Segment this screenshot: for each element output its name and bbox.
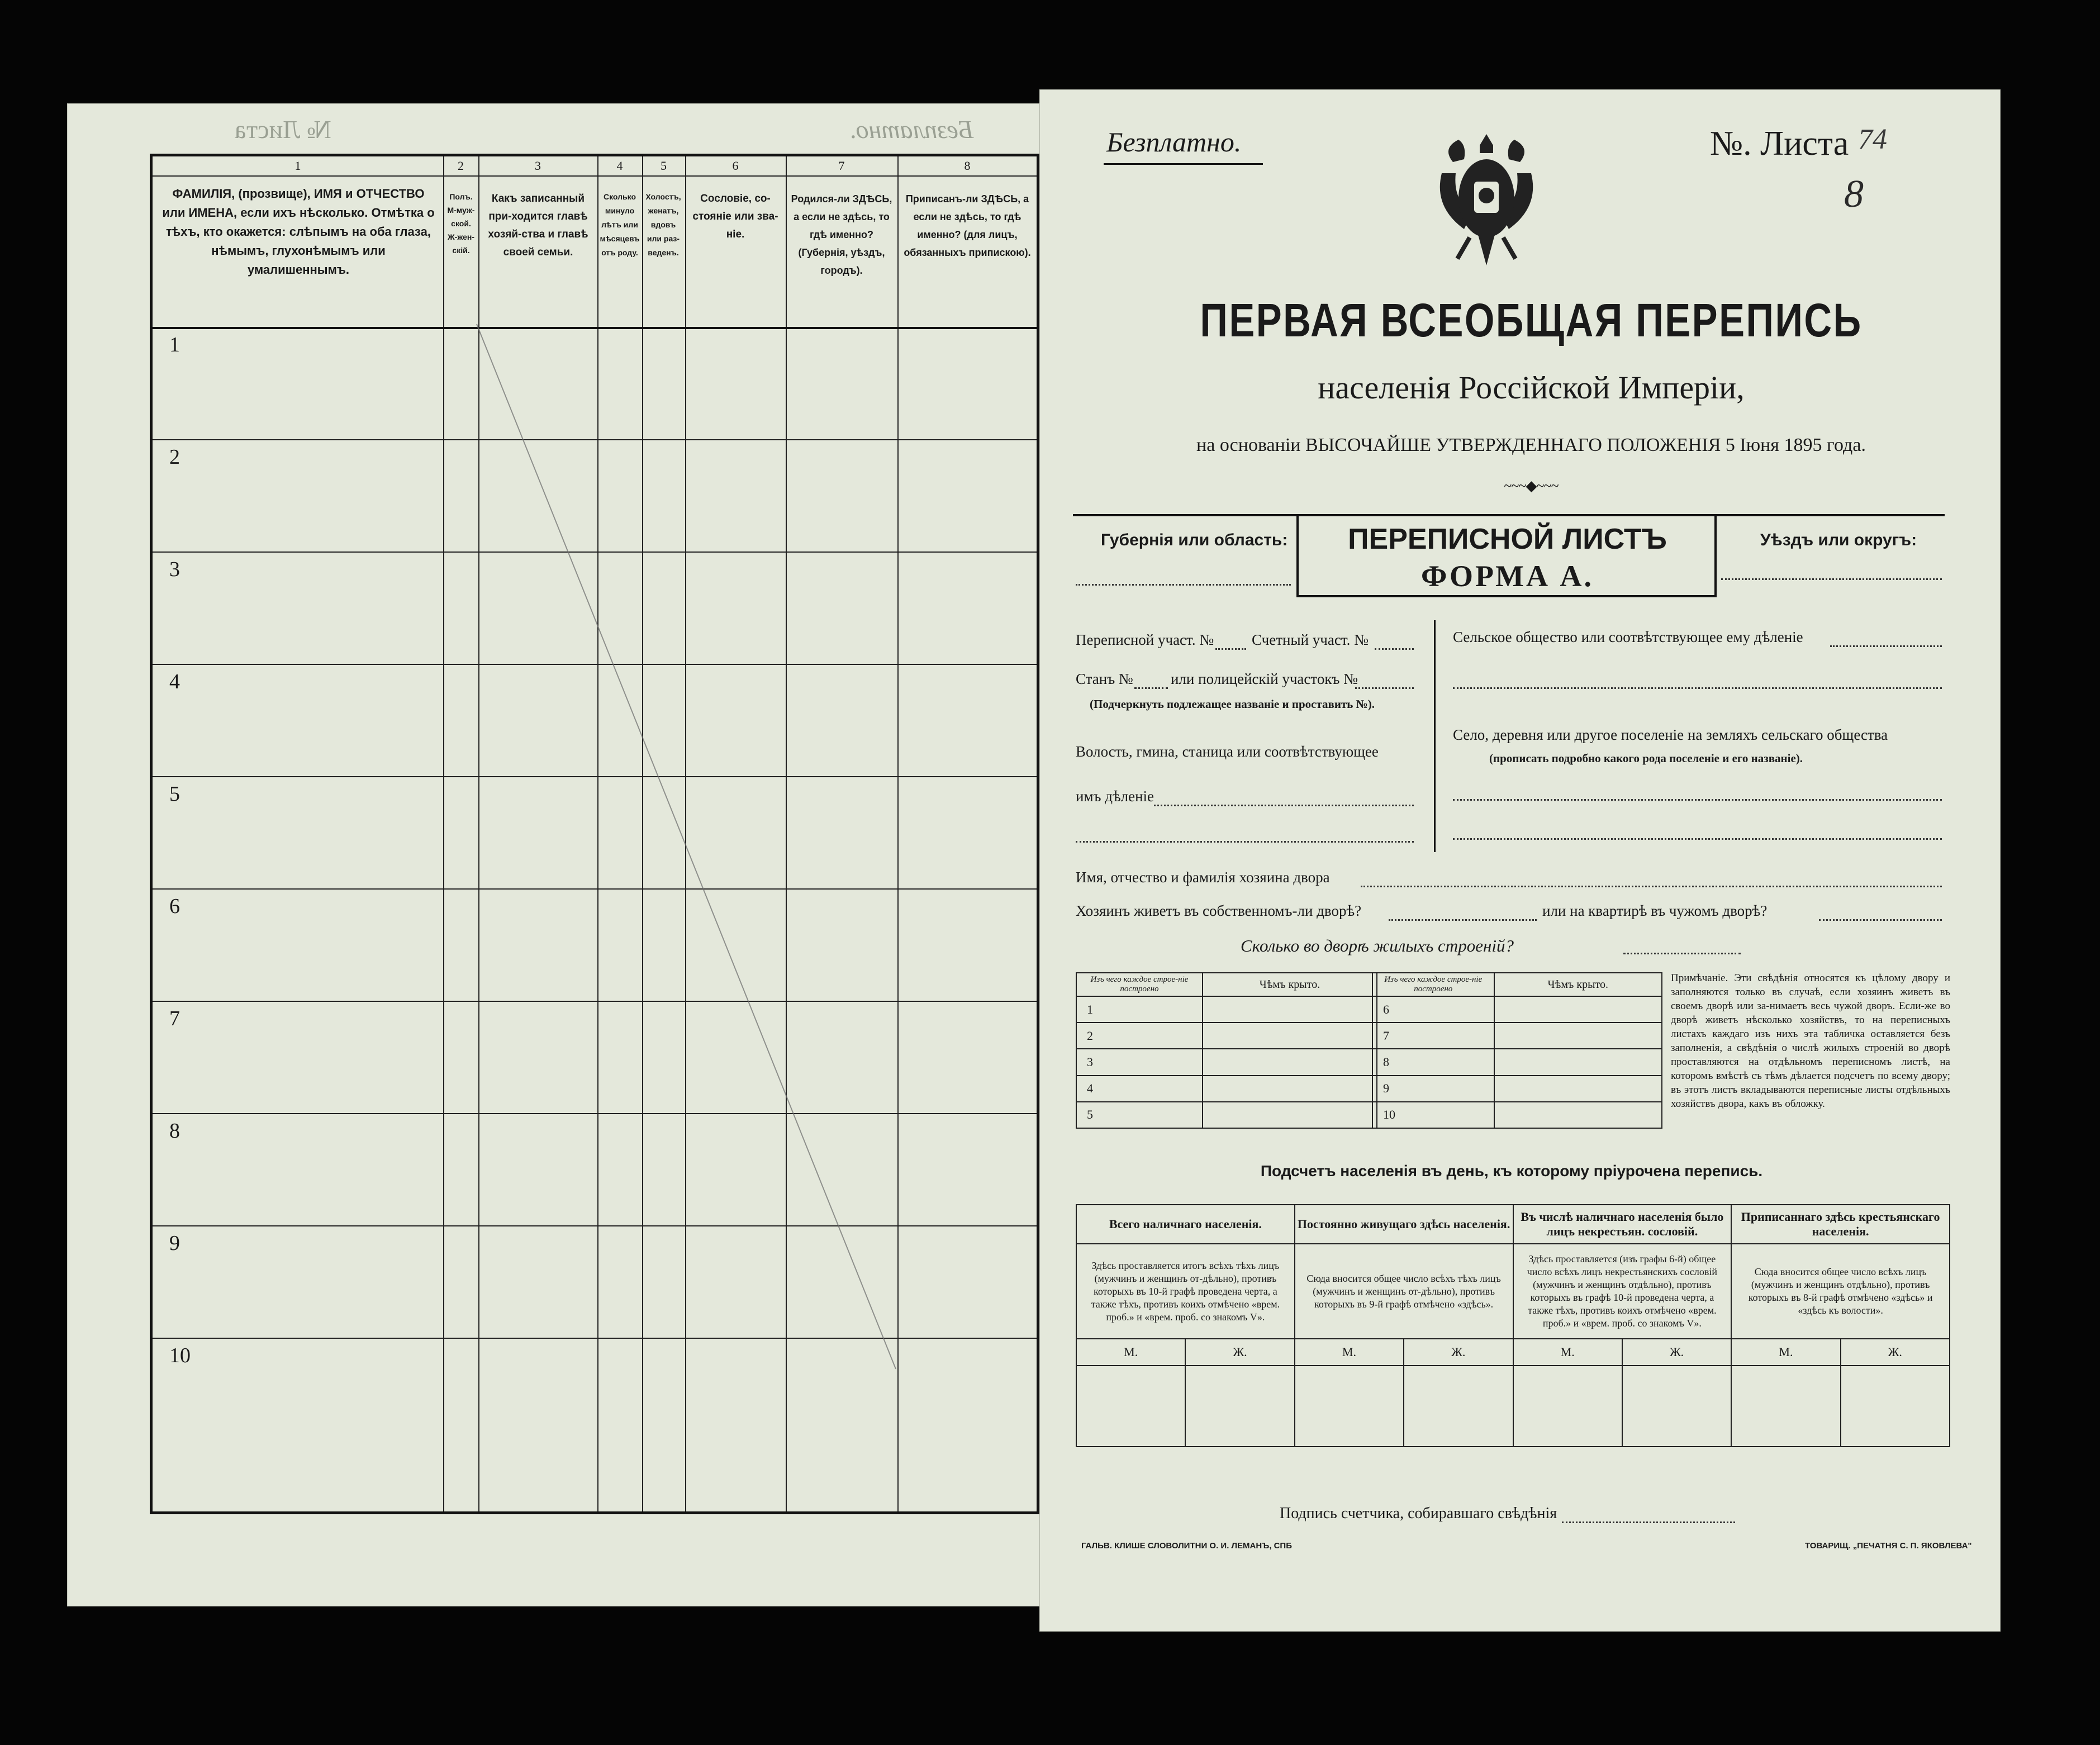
bt-row-num: 5: [1076, 1102, 1203, 1128]
bt-cell[interactable]: [1203, 1023, 1377, 1049]
signature-label: Подпись счетчика, собиравшаго свѣдѣнія: [1280, 1505, 1557, 1522]
free-underline: [1104, 163, 1263, 165]
village-note: (прописать подробно какого рода поселеніе и его названіе).: [1489, 752, 1803, 765]
bleed-free-text: Безплатно.: [849, 115, 974, 144]
form-subtitle: населенія Россійской Имперіи,: [1318, 369, 1745, 406]
header-block-bottom: [1296, 595, 1717, 597]
owner-name-field[interactable]: [1361, 886, 1942, 887]
column-number: 7: [838, 159, 845, 173]
owner-rent-label: или на квартирѣ въ чужомъ дворѣ?: [1542, 902, 1768, 919]
column-number: 1: [294, 159, 301, 173]
owner-rent-field[interactable]: [1819, 919, 1942, 921]
stan-field[interactable]: [1134, 687, 1168, 689]
area-divider: [1434, 620, 1436, 852]
count-col-present-body: Здѣсь проставляется итогъ всѣхъ тѣхъ лицъ (мужчинъ и женщинъ от-дѣльно), противъ которыхъ въ 10-й графѣ проведена черта, а также тѣхъ, противъ коихъ отмѣчено «врем. проб.» и «врем. проб. со знакомъ V».: [1076, 1244, 1295, 1339]
row-number: 5: [169, 782, 180, 806]
ornament-divider: ~~~◆~~~: [1504, 478, 1559, 494]
volost-field[interactable]: [1154, 805, 1414, 806]
police-field[interactable]: [1355, 687, 1414, 689]
row-number: 4: [169, 670, 180, 693]
bt-cell[interactable]: [1494, 1049, 1662, 1075]
row-number: 8: [169, 1119, 180, 1143]
column-header-age: Сколько минуло лѣтъ или мѣсяцевъ отъ роду.: [600, 192, 640, 257]
count-cell[interactable]: [1295, 1366, 1404, 1447]
uezd-label: Уѣздъ или округъ:: [1760, 531, 1917, 549]
header-block-divider: [1714, 514, 1717, 595]
count-col-present-head: Всего наличнаго населенія.: [1076, 1205, 1295, 1244]
owner-lives-field[interactable]: [1389, 919, 1537, 921]
column-header-relation: Какъ записанный при-ходится главѣ хозяй-ства и главѣ своей семьи.: [488, 193, 588, 258]
bt-row-num: 4: [1076, 1076, 1203, 1102]
free-label: Безплатно.: [1106, 126, 1242, 158]
count-cell[interactable]: [1841, 1366, 1950, 1447]
bt-cell[interactable]: [1203, 996, 1377, 1023]
bt-row-num: 6: [1372, 996, 1494, 1023]
bt-row-num: 7: [1372, 1023, 1494, 1049]
bt-header-roof: Чѣмъ крыто.: [1494, 973, 1662, 996]
female-header: Ж.: [1185, 1339, 1294, 1366]
bt-header-roof: Чѣмъ крыто.: [1203, 973, 1377, 996]
bt-row-num: 1: [1076, 996, 1203, 1023]
column-header-estate: Сословіе, со-стояніе или зва-ніе.: [692, 193, 778, 240]
row-number: 1: [169, 333, 180, 356]
male-header: М.: [1731, 1339, 1840, 1366]
female-header: Ж.: [1622, 1339, 1731, 1366]
count-cell[interactable]: [1731, 1366, 1840, 1447]
column-header-name: ФАМИЛІЯ, (прозвище), ИМЯ и ОТЧЕСТВО или ИМЕНА, если ихъ нѣсколько. Отмѣтка о тѣхъ, кто окажется: слѣпымъ на оба глаза, нѣмымъ, глухонѣмымъ или умалишеннымъ.: [162, 187, 435, 277]
owner-name-label: Имя, отчество и фамилія хозяина двора: [1076, 869, 1330, 886]
count-area-label: Счетный участ. №: [1252, 631, 1369, 648]
population-count-title: Подсчетъ населенія въ день, къ которому пріурочена перепись.: [1260, 1162, 1763, 1180]
buildings-table-left: [1076, 972, 1377, 1129]
column-number: 4: [616, 159, 623, 173]
buildings-question: Сколько во дворѣ жилыхъ строеній?: [1241, 936, 1514, 955]
header-block-top: [1073, 514, 1945, 516]
count-cell[interactable]: [1404, 1366, 1513, 1447]
society-field-2[interactable]: [1453, 687, 1942, 689]
row-number: 7: [169, 1007, 180, 1030]
column-header-marital: Холостъ, женатъ, вдовъ или раз-веденъ.: [645, 192, 681, 257]
bt-row-num: 10: [1372, 1102, 1494, 1128]
bt-cell[interactable]: [1494, 1102, 1662, 1128]
column-header-birthplace: Родился-ли ЗДѢСЬ, а если не здѣсь, то гдѣ именно? (Губернія, уѣздъ, городъ).: [791, 193, 892, 276]
count-area-field[interactable]: [1375, 648, 1414, 650]
buildings-field[interactable]: [1623, 953, 1741, 954]
count-col-resident-head: Постоянно живущаго здѣсь населенія.: [1295, 1205, 1513, 1244]
row-number: 6: [169, 895, 180, 918]
count-cell[interactable]: [1185, 1366, 1294, 1447]
sheet-number-handwritten: 8: [1844, 173, 1864, 216]
bleed-sheet-no: № Листа: [235, 115, 331, 144]
underline-note: (Подчеркнуть подлежащее названіе и проставить №).: [1090, 697, 1375, 711]
count-col-nonpeasant-head: Въ числѣ наличнаго населенія было лицъ некрестьян. сословій.: [1513, 1205, 1732, 1244]
society-field[interactable]: [1830, 645, 1942, 647]
row-number: 9: [169, 1232, 180, 1255]
police-label: или полицейскій участокъ №: [1171, 671, 1358, 687]
society-label: Сельское общество или соотвѣтствующее ему дѣленіе: [1453, 629, 1803, 645]
bt-row-num: 3: [1076, 1049, 1203, 1075]
bt-cell[interactable]: [1494, 1023, 1662, 1049]
count-col-resident-body: Сюда вносится общее число всѣхъ тѣхъ лицъ (мужчинъ и женщинъ от-дѣльно), противъ которыхъ въ 9-й графѣ отмѣчено «здѣсь».: [1295, 1244, 1513, 1339]
row-number: 3: [169, 558, 180, 581]
census-area-label: Переписной участ. №: [1076, 631, 1214, 648]
bt-cell[interactable]: [1203, 1049, 1377, 1075]
column-number: 3: [535, 159, 541, 173]
village-field[interactable]: [1453, 799, 1942, 801]
sheet-number-value: 74: [1858, 123, 1887, 155]
count-cell[interactable]: [1622, 1366, 1731, 1447]
column-number: 6: [732, 159, 739, 173]
volost-field-2[interactable]: [1076, 841, 1414, 843]
bt-header-material: Изъ чего каждое строе-ніе построено: [1076, 973, 1203, 996]
bt-row-num: 2: [1076, 1023, 1203, 1049]
household-members-table: [150, 154, 1039, 1514]
header-block-divider: [1296, 514, 1299, 595]
stan-label: Станъ №: [1076, 671, 1133, 687]
guberniya-label: Губернія или область:: [1101, 531, 1288, 549]
bt-row-num: 8: [1372, 1049, 1494, 1075]
female-header: Ж.: [1841, 1339, 1950, 1366]
male-header: М.: [1076, 1339, 1185, 1366]
volost-label: Волость, гмина, станица или соотвѣтствующее: [1076, 743, 1379, 760]
bt-row-num: 9: [1372, 1076, 1494, 1102]
form-title-text: ПЕРВАЯ ВСЕОБЩАЯ ПЕРЕПИСЬ: [1200, 294, 1863, 346]
diagonal-pencil-line: [153, 156, 1042, 1517]
bt-cell[interactable]: [1494, 996, 1662, 1023]
printer-right: ТОВАРИЩ. „ПЕЧАТНЯ С. П. ЯКОВЛЕВА": [1805, 1541, 1972, 1551]
count-col-nonpeasant-body: Здѣсь проставляется (изъ графы 6-й) общее число всѣхъ лицъ некрестьянскихъ сословій (мужчинъ и женщинъ отдѣльно), противъ которыхъ въ графѣ 10-й проведена черта, а также тѣхъ, противъ коихъ отмѣчено «врем. проб.» и «врем. проб. со знакомъ V».: [1513, 1244, 1732, 1339]
column-number: 5: [661, 159, 667, 173]
bt-cell[interactable]: [1203, 1076, 1377, 1102]
bt-header-material: Изъ чего каждое строе-ніе построено: [1372, 973, 1494, 996]
count-col-peasant-body: Сюда вносится общее число всѣхъ лицъ (мужчинъ и женщинъ отдѣльно), противъ которыхъ въ 8-й графѣ отмѣчено «здѣсь» и «здѣсь къ волости».: [1731, 1244, 1950, 1339]
owner-lives-label: Хозяинъ живетъ въ собственномъ-ли дворѣ?: [1076, 902, 1362, 919]
sheet-number-label: №. Листа: [1710, 125, 1849, 163]
printer-left: ГАЛЬВ. КЛИШЕ СЛОВОЛИТНИ О. И. ЛЕМАНЪ, СПБ: [1081, 1541, 1292, 1551]
row-number: 2: [169, 445, 180, 469]
female-header: Ж.: [1404, 1339, 1513, 1366]
population-count-table: [1076, 1204, 1950, 1447]
column-header-registered: Приписанъ-ли ЗДѢСЬ, а если не здѣсь, то гдѣ именно? (для лицъ, обязанныхъ припискою).: [904, 193, 1031, 258]
uezd-field[interactable]: [1721, 578, 1942, 580]
count-col-peasant-head: Приписаннаго здѣсь крестьянскаго населенія.: [1731, 1205, 1950, 1244]
row-number: 10: [169, 1344, 191, 1367]
bt-cell[interactable]: [1494, 1076, 1662, 1102]
signature-field[interactable]: [1562, 1521, 1735, 1523]
column-number: 8: [964, 159, 971, 173]
village-label: Село, деревня или другое поселеніе на земляхъ сельскаго общества: [1453, 726, 1888, 743]
sheet-title: ПЕРЕПИСНОЙ ЛИСТЪ: [1348, 523, 1667, 555]
count-cell[interactable]: [1513, 1366, 1622, 1447]
male-header: М.: [1295, 1339, 1404, 1366]
count-cell[interactable]: [1076, 1366, 1185, 1447]
volost-label-2: имъ дѣленіе: [1076, 788, 1154, 805]
buildings-table-right: [1372, 972, 1662, 1129]
column-header-sex: Полъ. М-муж-ской. Ж-жен-скій.: [447, 192, 475, 255]
census-area-field[interactable]: [1215, 648, 1246, 650]
form-a-label: ФОРМА А.: [1421, 559, 1594, 593]
imperial-eagle-icon: [1431, 123, 1542, 274]
buildings-note: Примѣчаніе. Эти свѣдѣнія относятся къ цѣлому двору и заполняются только въ случаѣ, если хозяинъ живетъ въ своемъ дворѣ или за-нимаетъ весь чужой дворъ. Если-же во дворѣ живетъ нѣсколько хозяйствъ, то на переписныхъ листахъ каждаго изъ нихъ эта табличка оставляется безъ заполненія, а свѣдѣнія о числѣ жилыхъ строеній во дворѣ проставляются на отдѣльномъ переписномъ листѣ, на которомъ вмѣстѣ съ тѣмъ дѣлается подсчетъ по всему двору; въ этотъ листъ вкладываются переписные листы отдѣльныхъ хозяйствъ двора, какъ въ обложку.: [1671, 972, 1950, 1110]
male-header: М.: [1513, 1339, 1622, 1366]
column-number: 2: [458, 159, 464, 173]
guberniya-field[interactable]: [1076, 584, 1291, 586]
form-title: [1062, 293, 2001, 348]
legal-basis: на основаніи ВЫСОЧАЙШЕ УТВЕРЖДЕННАГО ПОЛОЖЕНІЯ 5 Іюня 1895 года.: [1196, 435, 1866, 455]
village-field-2[interactable]: [1453, 838, 1942, 840]
bt-cell[interactable]: [1203, 1102, 1377, 1128]
